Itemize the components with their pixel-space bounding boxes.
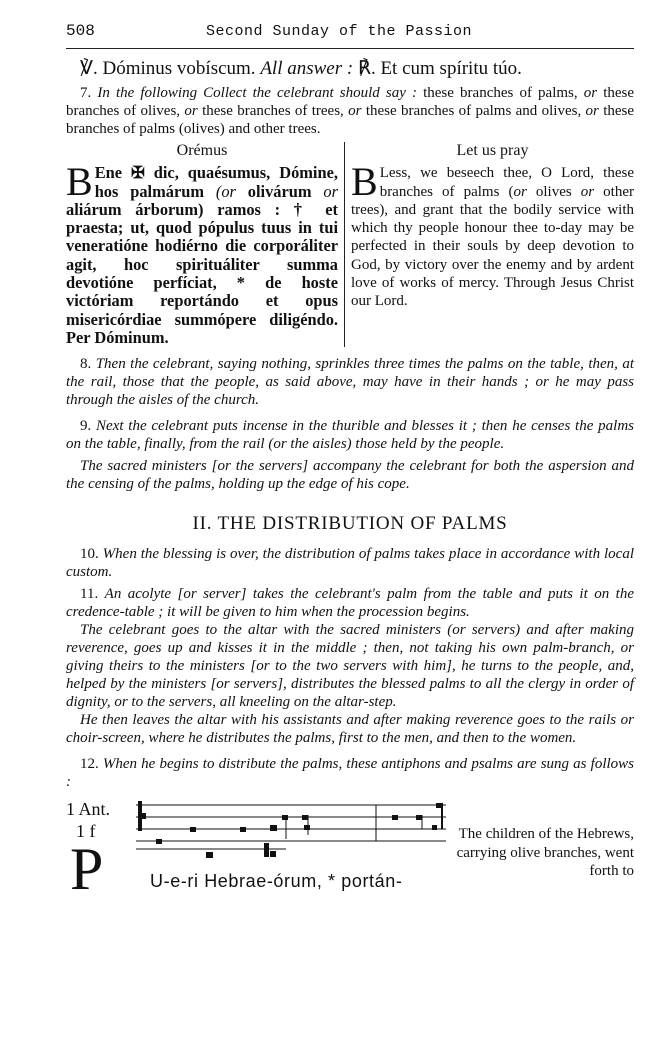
rubric-text: When he begins to distribute the palms, these antiphons and psalms are sung as follows :	[66, 756, 634, 791]
or-word: (or	[215, 181, 236, 201]
rubric-answer: All answer :	[260, 58, 354, 79]
running-head	[66, 22, 634, 49]
chant-initial: P	[70, 836, 104, 903]
rubric-text: He then leaves the altar with his assistants and after making reverence goes to the rails or choir-screen, where he distributes the palms, first to the men, and then to the women.	[66, 712, 634, 747]
option-text: these branches of olives,	[66, 85, 635, 119]
rubric-text: The sacred ministers [or the servers] accompany the celebrant for both the aspersion and the censing of the palms, holding up the edge of his cope.	[66, 458, 634, 493]
rubric: In the following Collect the celebrant should say :	[97, 85, 417, 101]
or-word: or	[583, 85, 598, 101]
english-column	[345, 142, 634, 347]
paragraph-9	[66, 417, 634, 453]
latin-text: Ene	[94, 163, 123, 183]
or-word: or	[348, 103, 362, 119]
or-word: or	[323, 181, 338, 201]
cross-icon: ✠	[131, 163, 145, 183]
running-title: Second Sunday of the Passion	[206, 23, 473, 40]
latin-text: dic, quaésumus, Dómine, hos palmárum	[94, 163, 338, 201]
english-text: olives	[526, 183, 581, 200]
drop-cap: B	[351, 159, 378, 205]
mode-label: 1 f	[76, 821, 96, 842]
or-word: or	[585, 103, 599, 119]
english-text: Less, we beseech thee, O Lord, these branches of palms (	[379, 165, 634, 200]
drop-cap: B	[66, 159, 93, 205]
paragraph-number: 11.	[80, 586, 99, 603]
paragraph-number: 9.	[80, 418, 92, 435]
option-text: these branches of palms,	[423, 85, 578, 101]
paragraph-9b	[66, 457, 634, 493]
antiphon-label: 1 Ant.	[66, 799, 111, 820]
oremus-columns	[66, 142, 634, 347]
paragraph-number: 10.	[80, 546, 99, 563]
or-word: or	[580, 183, 595, 200]
paragraph-11c	[66, 711, 634, 747]
page-number: 508	[66, 22, 95, 40]
chant-syllables: U-e-ri Hebrae-órum, * portán-	[150, 871, 403, 892]
chant-staff	[136, 799, 456, 871]
paragraph-number: 8.	[80, 356, 92, 373]
or-word: or	[184, 103, 198, 119]
paragraph-12	[66, 755, 634, 791]
versicle-text: Dóminus vobíscum.	[102, 58, 256, 79]
rubric-text: An acolyte [or server] takes the celebrant's palm from the table and puts it on the credence-table ; it will be given to him when the procession begins.	[66, 586, 634, 621]
paragraph-8	[66, 355, 634, 409]
rubric-text: Then the celebrant, saying nothing, sprinkles three times the palms on the table, then, at the rail, those that the people, as said above, may have in their hands ; or he may pass through the aisles of the church.	[66, 356, 635, 409]
option-text: these branches of palms and olives,	[365, 103, 582, 119]
option-text: these branches of palms (olives) and other trees.	[66, 103, 635, 137]
paragraph-7	[66, 84, 634, 138]
paragraph-number: 12.	[80, 756, 99, 773]
paragraph-10	[66, 545, 634, 581]
versicle-symbol: ℣.	[80, 58, 98, 79]
option-text: these branches of trees,	[202, 103, 344, 119]
chant-translation: The children of the Hebrews, carrying olive branches, went forth to	[456, 826, 634, 880]
versicle-line	[80, 57, 634, 80]
page	[66, 22, 634, 911]
latin-text: aliárum árborum)	[66, 199, 204, 219]
section-title: II. THE DISTRIBUTION OF PALMS	[192, 513, 508, 535]
paragraph-number: 7.	[80, 85, 92, 101]
latin-text: ramos : † et praesta; ut, quod pópulus tuus in tui veneratióne hodiérno die corporáliter agit, hoc spirituáliter summa devotióne perfíciat, * de hoste victóriam reportándo et opus misericórdiae summópere diligéndo. Per Dóminum.	[66, 199, 338, 347]
english-heading: Let us pray	[456, 142, 529, 159]
chant-antiphon	[66, 799, 634, 911]
rubric-text: Next the celebrant puts incense in the thurible and blesses it ; then he censes the palms on the table, finally, from the rail (or the aisles) those held by the people.	[66, 418, 634, 453]
english-text: other trees), and grant that the bodily service with which thy people honour thee to-day may be perfected in their souls by deep devotion to God, by victory over the enemy and by ardent love of works of mercy. Through Jesus Christ our Lord.	[351, 183, 634, 310]
rubric-text: When the blessing is over, the distribution of palms takes place in accordance with local custom.	[66, 546, 634, 581]
paragraph-11b	[66, 621, 634, 711]
latin-text: olivárum	[247, 181, 312, 201]
latin-column	[66, 142, 345, 347]
response-text: Et cum spíritu túo.	[380, 58, 522, 79]
paragraph-11	[66, 585, 634, 621]
rubric-text: The celebrant goes to the altar with the sacred ministers (or servers) and after making reverence, goes up and kisses it in the middle ; then, not taking his own palm-branch, or giving theirs to the ministers [or to the two servers with him], he turns to the people, and, helped by the ministers [or servers], distributes the blessed palms to all the clergy in order of dignity, or to the servers, all kneeling on the altar-step.	[66, 622, 634, 711]
or-word: or	[513, 183, 527, 200]
response-symbol: ℟.	[357, 58, 376, 79]
latin-heading: Orémus	[176, 142, 228, 159]
